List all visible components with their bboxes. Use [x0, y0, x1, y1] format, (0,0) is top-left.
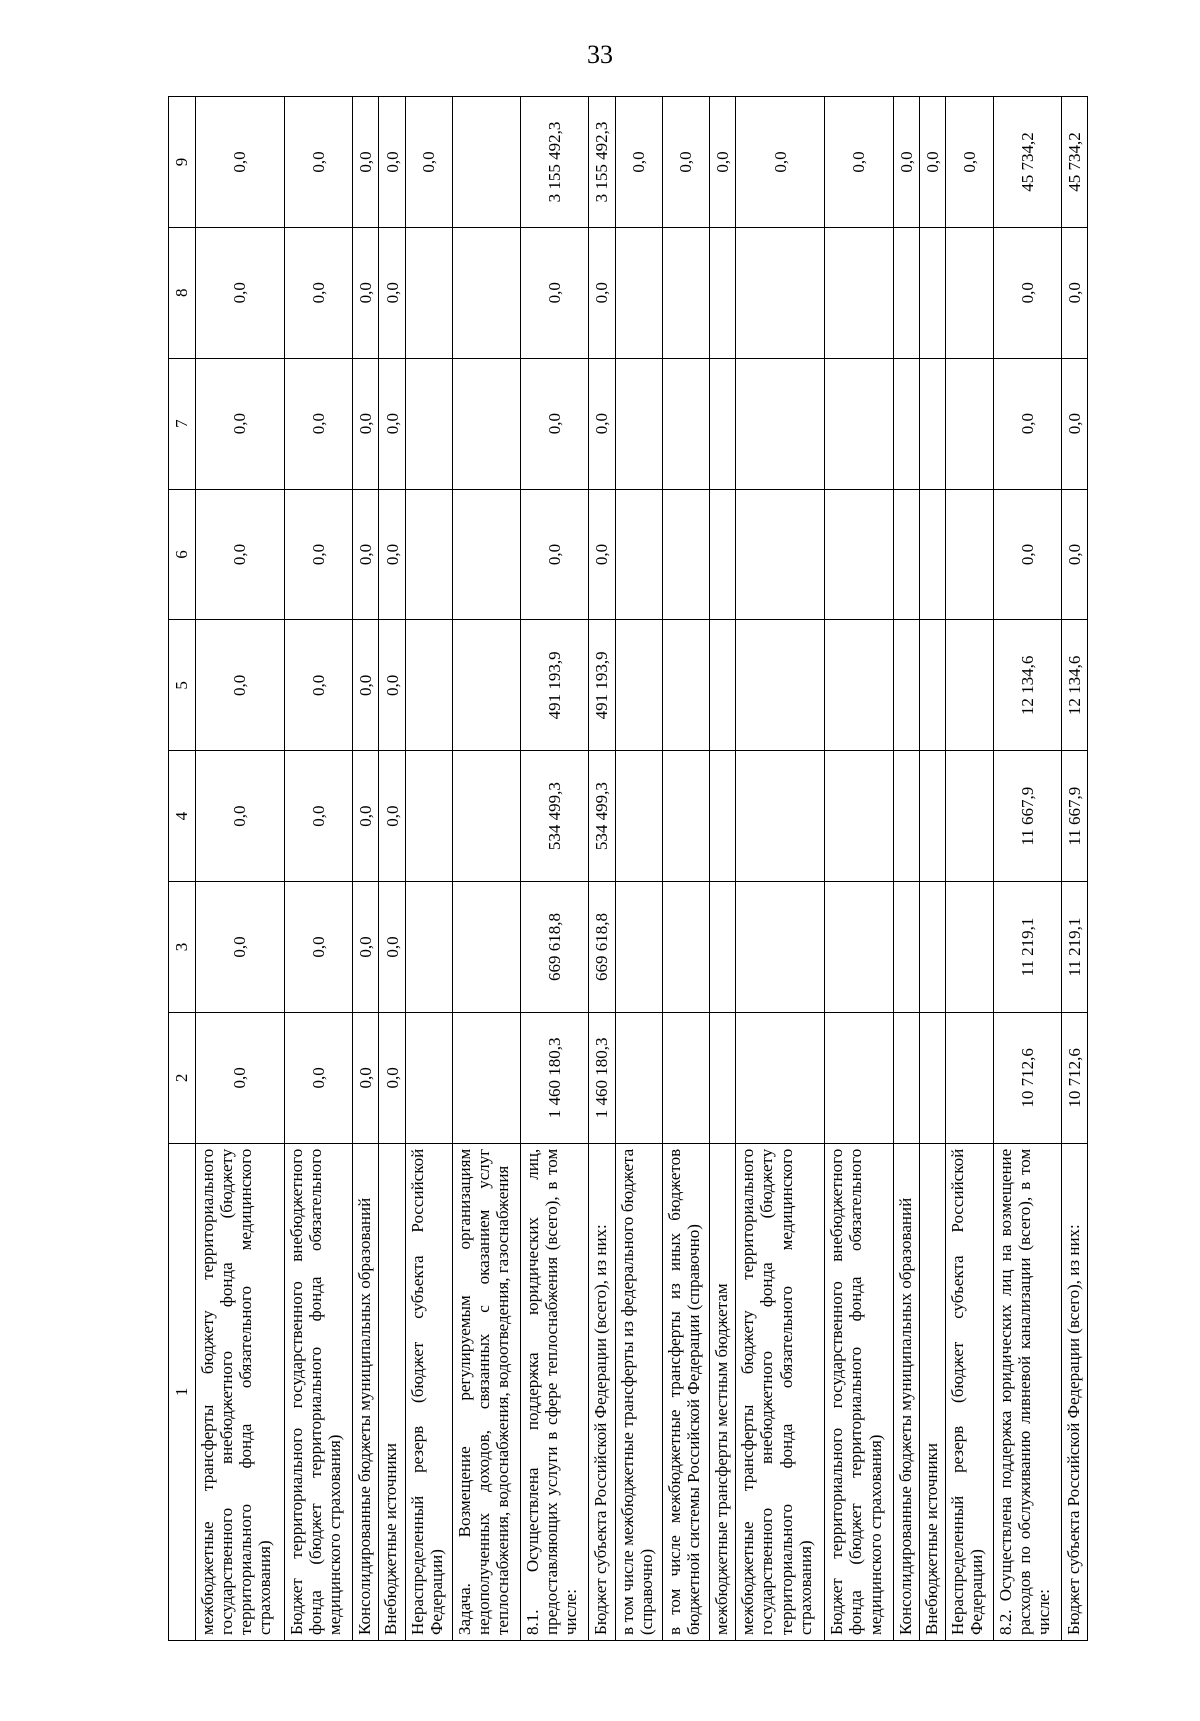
- table-cell: 0,0: [379, 620, 405, 751]
- table-row: [615, 97, 662, 1641]
- table-cell: [615, 882, 662, 1013]
- row-label: Нераспределенный резерв (бюджет субъекта Российской Федерации): [946, 1143, 993, 1640]
- table-cell: [453, 751, 521, 882]
- table-cell: 10 712,6: [1061, 1012, 1087, 1143]
- table-cell: [919, 620, 945, 751]
- table-cell: 0,0: [284, 620, 352, 751]
- column-header-5: 5: [169, 620, 196, 751]
- table-cell: 0,0: [353, 620, 379, 751]
- table-row: [825, 97, 893, 1641]
- table-cell: [893, 882, 919, 1013]
- table-cell: 12 134,6: [993, 620, 1061, 751]
- table-cell: [662, 882, 709, 1013]
- table-cell: [893, 227, 919, 358]
- budget-table: [168, 96, 1088, 1641]
- table-row: [1061, 97, 1087, 1641]
- column-header-1: 1: [169, 1143, 196, 1640]
- table-cell: 0,0: [196, 751, 285, 882]
- table-cell: [946, 489, 993, 620]
- table-cell: [946, 1012, 993, 1143]
- table-cell: [946, 620, 993, 751]
- table-cell: [919, 358, 945, 489]
- table-cell: 0,0: [284, 97, 352, 228]
- table-cell: [662, 227, 709, 358]
- table-cell: [919, 751, 945, 882]
- table-row: [946, 97, 993, 1641]
- table-cell: [825, 489, 893, 620]
- table-cell: [919, 489, 945, 620]
- table-cell: [736, 620, 825, 751]
- table-row: [919, 97, 945, 1641]
- table-cell: 0,0: [825, 97, 893, 228]
- table-cell: [405, 620, 452, 751]
- table-cell: 0,0: [353, 227, 379, 358]
- table-body: [196, 97, 1088, 1641]
- table-cell: 12 134,6: [1061, 620, 1087, 751]
- table-cell: 0,0: [662, 97, 709, 228]
- table-cell: 0,0: [196, 227, 285, 358]
- table-cell: [893, 1012, 919, 1143]
- table-cell: [662, 489, 709, 620]
- table-cell: [710, 751, 736, 882]
- row-label: межбюджетные трансферты местным бюджетам: [710, 1143, 736, 1640]
- table-cell: [453, 97, 521, 228]
- table-cell: 0,0: [196, 620, 285, 751]
- table-cell: [825, 227, 893, 358]
- table-cell: [736, 882, 825, 1013]
- table-cell: 45 734,2: [993, 97, 1061, 228]
- table-cell: 3 155 492,3: [589, 97, 615, 228]
- table-cell: [662, 751, 709, 882]
- table-cell: [453, 1012, 521, 1143]
- table-cell: [405, 227, 452, 358]
- table-cell: 534 499,3: [521, 751, 589, 882]
- row-label: 8.1. Осуществлена поддержка юридических лиц, предоставляющих услуги в сфере теплоснабжения (всего), в том числе:: [521, 1143, 589, 1640]
- table-cell: 0,0: [946, 97, 993, 228]
- table-cell: [615, 489, 662, 620]
- table-cell: 0,0: [379, 1012, 405, 1143]
- table-cell: 491 193,9: [589, 620, 615, 751]
- row-label: Внебюджетные источники: [379, 1143, 405, 1640]
- table-cell: [662, 358, 709, 489]
- table-cell: [662, 620, 709, 751]
- column-header-2: 2: [169, 1012, 196, 1143]
- column-header-6: 6: [169, 489, 196, 620]
- table-cell: [736, 358, 825, 489]
- table-cell: 3 155 492,3: [521, 97, 589, 228]
- table-cell: 0,0: [615, 97, 662, 228]
- table-cell: 11 219,1: [993, 882, 1061, 1013]
- table-cell: 0,0: [379, 97, 405, 228]
- table-cell: 1 460 180,3: [589, 1012, 615, 1143]
- table-cell: 11 667,9: [993, 751, 1061, 882]
- table-cell: 0,0: [589, 489, 615, 620]
- table-cell: 534 499,3: [589, 751, 615, 882]
- row-label: Бюджет субъекта Российской Федерации (всего), из них:: [589, 1143, 615, 1640]
- table-row: [379, 97, 405, 1641]
- table-row: [993, 97, 1061, 1641]
- table-cell: 669 618,8: [521, 882, 589, 1013]
- table-cell: [919, 227, 945, 358]
- header-row: [169, 97, 196, 1641]
- table-cell: 0,0: [284, 1012, 352, 1143]
- column-header-7: 7: [169, 358, 196, 489]
- table-cell: [946, 227, 993, 358]
- table-row: [196, 97, 285, 1641]
- table-cell: 0,0: [353, 97, 379, 228]
- table-cell: 11 667,9: [1061, 751, 1087, 882]
- table-cell: 0,0: [993, 489, 1061, 620]
- rotated-table-container: [168, 96, 1088, 1641]
- table-cell: [736, 489, 825, 620]
- table-cell: [825, 620, 893, 751]
- table-cell: 0,0: [196, 489, 285, 620]
- table-cell: [710, 1012, 736, 1143]
- table-cell: [919, 882, 945, 1013]
- table-row: [662, 97, 709, 1641]
- row-label: Задача. Возмещение регулируемым организациям недополученных доходов, связанных с оказанием услуг теплоснабжения, водоснабжения, водоотведения, газоснабжения: [453, 1143, 521, 1640]
- table-cell: [710, 358, 736, 489]
- table-cell: 0,0: [284, 358, 352, 489]
- table-cell: 1 460 180,3: [521, 1012, 589, 1143]
- table-cell: [453, 489, 521, 620]
- table-cell: 11 219,1: [1061, 882, 1087, 1013]
- table-cell: [893, 358, 919, 489]
- page-number: 33: [587, 40, 613, 69]
- table-cell: 491 193,9: [521, 620, 589, 751]
- table-cell: 0,0: [196, 882, 285, 1013]
- table-cell: 0,0: [710, 97, 736, 228]
- table-cell: 0,0: [353, 358, 379, 489]
- table-cell: 0,0: [379, 882, 405, 1013]
- table-cell: [405, 882, 452, 1013]
- row-label: в том числе межбюджетные трансферты из иных бюджетов бюджетной системы Российской Федерации (справочно): [662, 1143, 709, 1640]
- table-rotation-frame: [168, 96, 1088, 1641]
- table-cell: [736, 1012, 825, 1143]
- table-cell: 0,0: [1061, 489, 1087, 620]
- row-label: 8.2. Осуществлена поддержка юридических лиц на возмещение расходов по обслуживанию ливневой канализации (всего), в том числе:: [993, 1143, 1061, 1640]
- row-label: Бюджет территориального государственного внебюджетного фонда (бюджет территориального фонда обязательного медицинского страхования): [825, 1143, 893, 1640]
- table-cell: 0,0: [1061, 227, 1087, 358]
- table-cell: [453, 882, 521, 1013]
- table-cell: 0,0: [1061, 358, 1087, 489]
- table-cell: [453, 620, 521, 751]
- column-header-3: 3: [169, 882, 196, 1013]
- table-cell: [946, 358, 993, 489]
- table-cell: [710, 227, 736, 358]
- table-cell: [405, 751, 452, 882]
- table-cell: [615, 227, 662, 358]
- table-row: [353, 97, 379, 1641]
- table-cell: 0,0: [589, 358, 615, 489]
- table-cell: 0,0: [589, 227, 615, 358]
- table-cell: [710, 489, 736, 620]
- table-cell: [893, 489, 919, 620]
- table-cell: 0,0: [521, 358, 589, 489]
- table-cell: [736, 227, 825, 358]
- table-row: [893, 97, 919, 1641]
- table-cell: 0,0: [284, 489, 352, 620]
- table-cell: [825, 751, 893, 882]
- table-cell: 0,0: [521, 489, 589, 620]
- table-row: [589, 97, 615, 1641]
- table-cell: [615, 620, 662, 751]
- table-cell: 0,0: [284, 227, 352, 358]
- table-cell: [893, 751, 919, 882]
- table-cell: 0,0: [196, 1012, 285, 1143]
- table-cell: [710, 882, 736, 1013]
- table-cell: 0,0: [379, 358, 405, 489]
- table-cell: [615, 751, 662, 882]
- table-row: [284, 97, 352, 1641]
- table-cell: 0,0: [353, 489, 379, 620]
- table-cell: 0,0: [405, 97, 452, 228]
- table-cell: [615, 358, 662, 489]
- table-cell: [825, 882, 893, 1013]
- table-cell: 0,0: [919, 97, 945, 228]
- table-cell: 0,0: [736, 97, 825, 228]
- table-cell: 0,0: [196, 358, 285, 489]
- table-cell: [946, 751, 993, 882]
- row-label: Консолидированные бюджеты муниципальных образований: [893, 1143, 919, 1640]
- table-cell: 0,0: [521, 227, 589, 358]
- table-cell: 0,0: [379, 489, 405, 620]
- table-cell: 45 734,2: [1061, 97, 1087, 228]
- table-cell: [946, 882, 993, 1013]
- table-cell: 0,0: [284, 751, 352, 882]
- table-row: [405, 97, 452, 1641]
- row-label: Бюджет субъекта Российской Федерации (всего), из них:: [1061, 1143, 1087, 1640]
- table-row: [736, 97, 825, 1641]
- table-cell: 0,0: [993, 227, 1061, 358]
- table-cell: 10 712,6: [993, 1012, 1061, 1143]
- row-label: межбюджетные трансферты бюджету территориального государственного внебюджетного фонда (бюджету территориального фонда обязательного медицинского страхования): [736, 1143, 825, 1640]
- table-cell: [919, 1012, 945, 1143]
- table-cell: 0,0: [353, 751, 379, 882]
- column-header-8: 8: [169, 227, 196, 358]
- table-row: [521, 97, 589, 1641]
- table-cell: 0,0: [196, 97, 285, 228]
- row-label: Нераспределенный резерв (бюджет субъекта Российской Федерации): [405, 1143, 452, 1640]
- table-cell: [405, 1012, 452, 1143]
- table-cell: [736, 751, 825, 882]
- row-label: Внебюджетные источники: [919, 1143, 945, 1640]
- table-cell: 0,0: [893, 97, 919, 228]
- table-cell: 669 618,8: [589, 882, 615, 1013]
- table-row: [453, 97, 521, 1641]
- table-cell: 0,0: [353, 1012, 379, 1143]
- table-cell: 0,0: [993, 358, 1061, 489]
- table-cell: [405, 489, 452, 620]
- table-cell: [453, 227, 521, 358]
- row-label: Консолидированные бюджеты муниципальных образований: [353, 1143, 379, 1640]
- table-cell: [825, 1012, 893, 1143]
- table-cell: 0,0: [284, 882, 352, 1013]
- table-cell: 0,0: [353, 882, 379, 1013]
- table-cell: [662, 1012, 709, 1143]
- row-label: Бюджет территориального государственного внебюджетного фонда (бюджет территориального фонда обязательного медицинского страхования): [284, 1143, 352, 1640]
- column-header-4: 4: [169, 751, 196, 882]
- table-cell: 0,0: [379, 227, 405, 358]
- table-cell: [710, 620, 736, 751]
- table-row: [710, 97, 736, 1641]
- row-label: межбюджетные трансферты бюджету территориального государственного внебюджетного фонда (бюджету территориального фонда обязательного медицинского страхования): [196, 1143, 285, 1640]
- table-cell: 0,0: [379, 751, 405, 882]
- column-header-9: 9: [169, 97, 196, 228]
- column-number-header: [169, 97, 196, 1641]
- table-cell: [825, 358, 893, 489]
- table-cell: [453, 358, 521, 489]
- row-label: в том числе межбюджетные трансферты из федерального бюджета (справочно): [615, 1143, 662, 1640]
- table-cell: [893, 620, 919, 751]
- table-cell: [615, 1012, 662, 1143]
- table-cell: [405, 358, 452, 489]
